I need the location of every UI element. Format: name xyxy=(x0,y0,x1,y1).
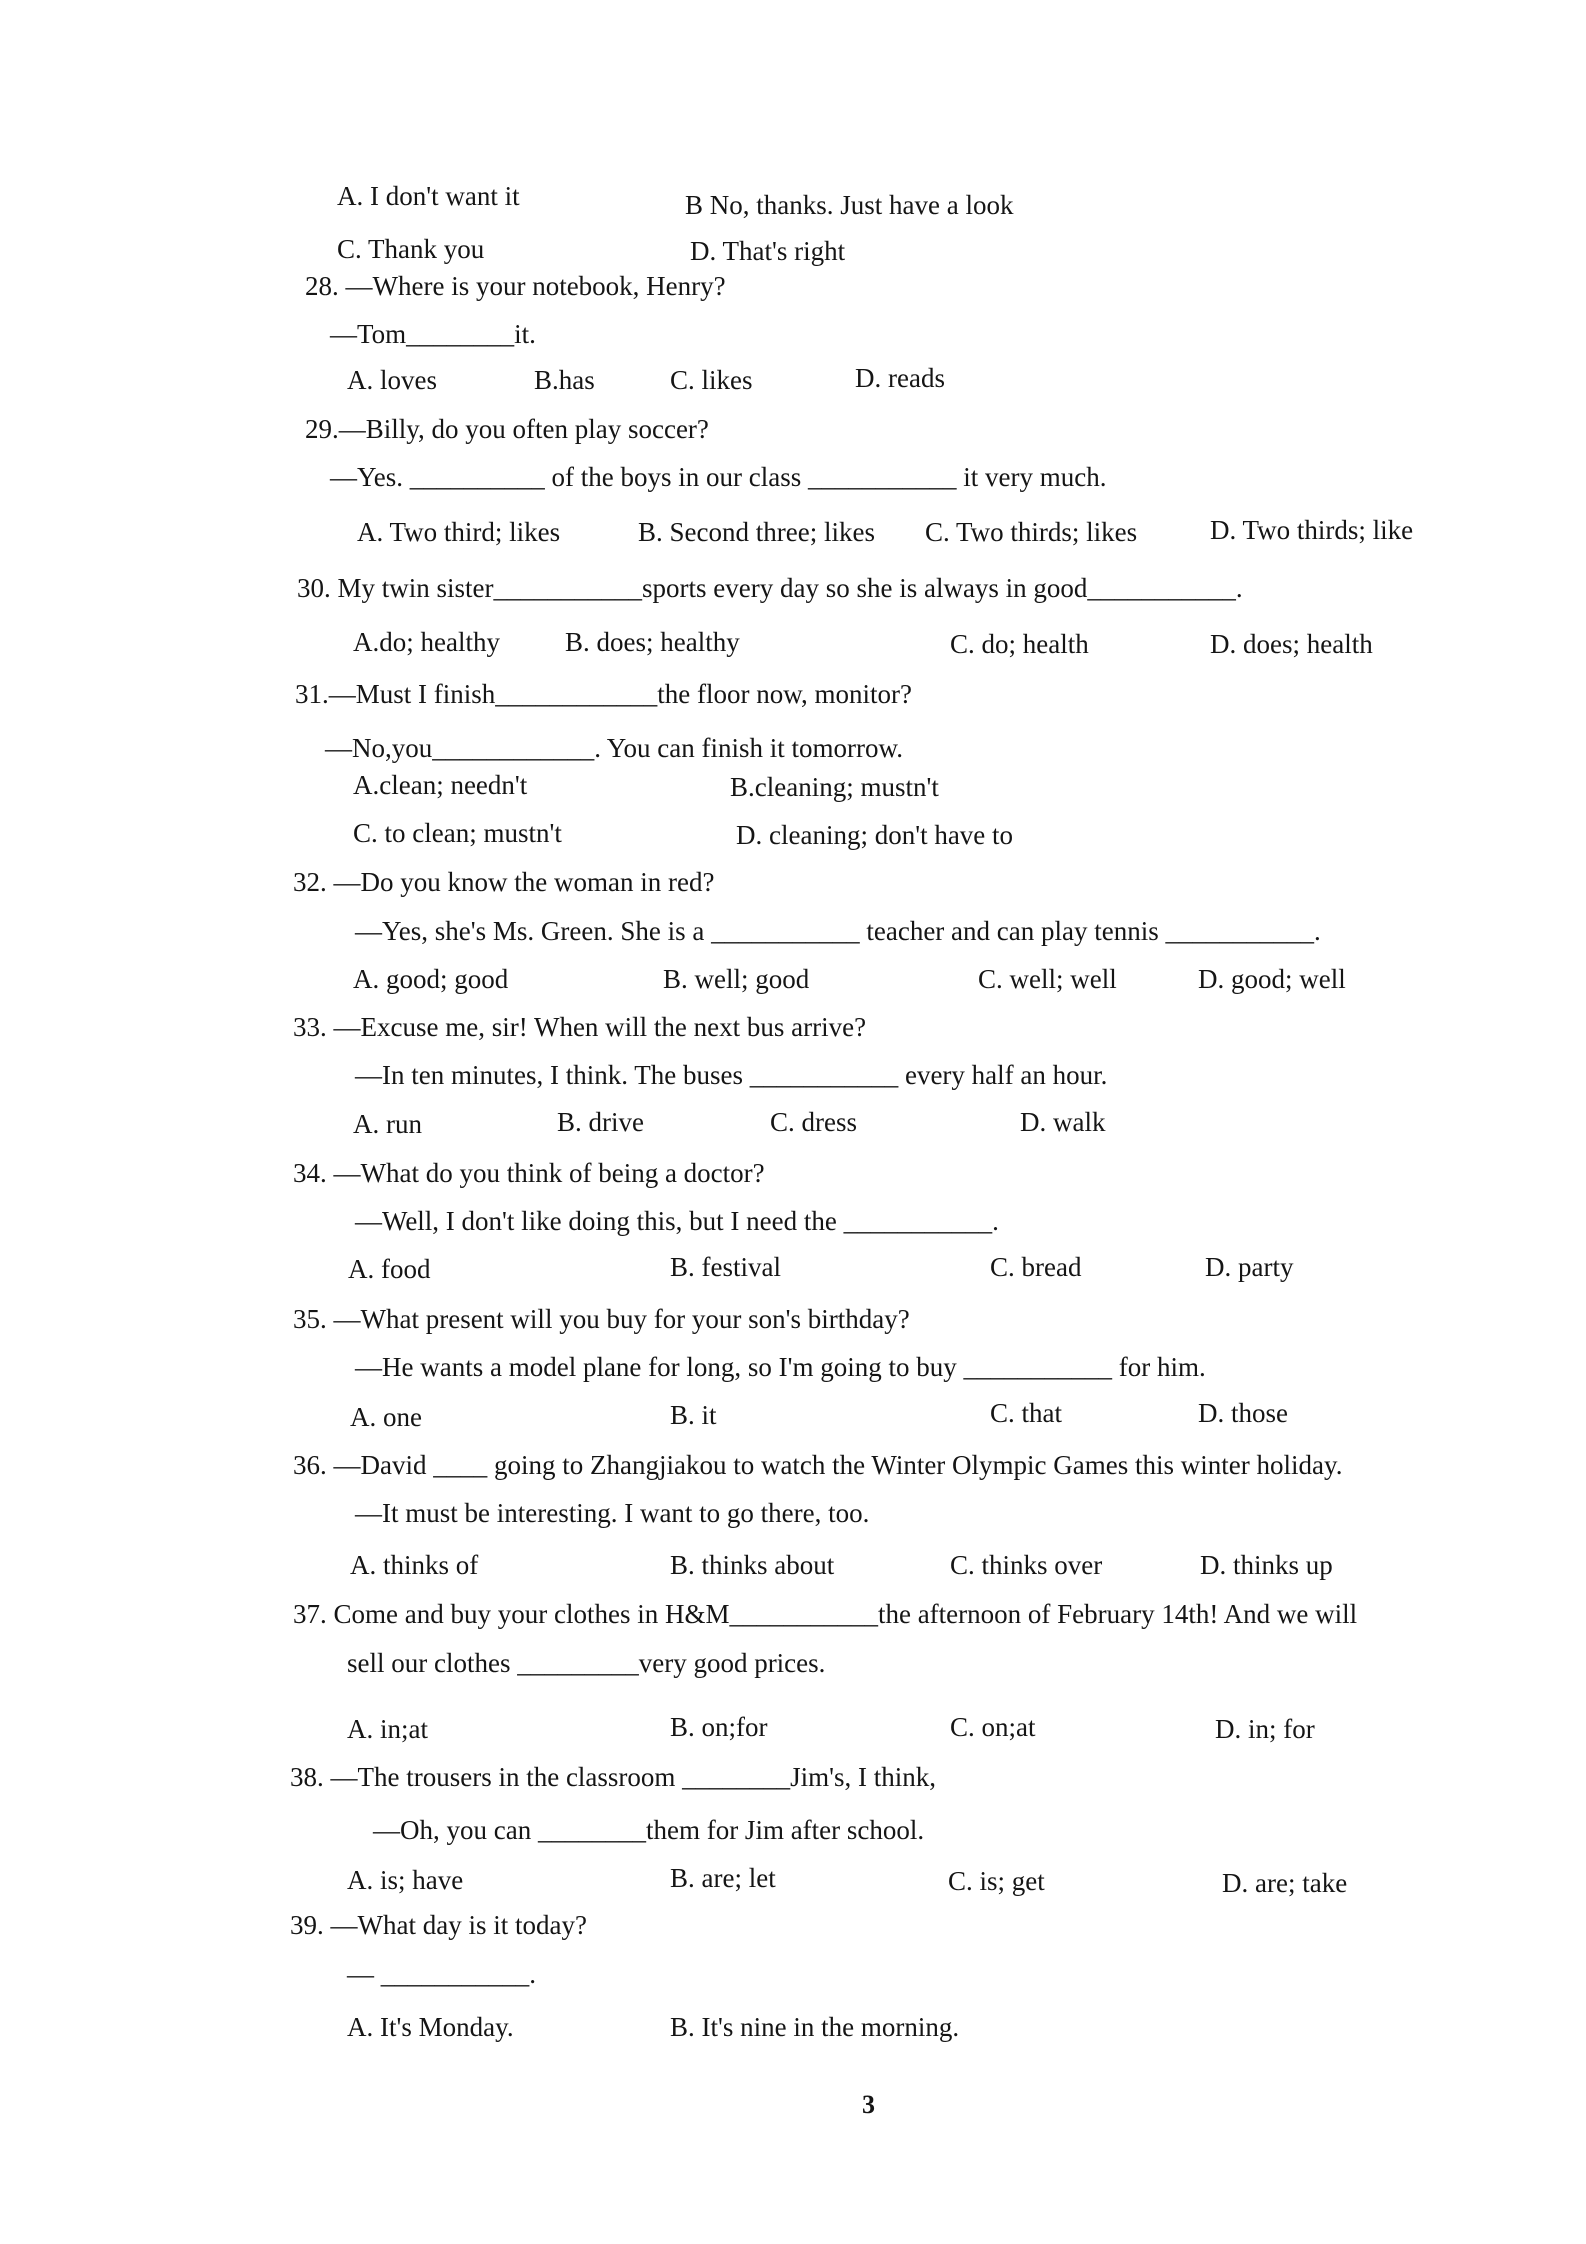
text-line: B. thinks about xyxy=(670,1550,835,1580)
text-line: D. thinks up xyxy=(1200,1550,1333,1580)
text-line: —Yes, she's Ms. Green. She is a ___________ teacher and can play tennis ___________. xyxy=(355,916,1321,946)
text-line: B No, thanks. Just have a look xyxy=(685,190,1014,220)
text-line: A. thinks of xyxy=(350,1550,479,1580)
text-line: B. does; healthy xyxy=(565,627,740,657)
text-line: D. Two thirds; like xyxy=(1210,515,1414,545)
text-line: C. bread xyxy=(990,1252,1082,1282)
page-number: 3 xyxy=(862,2090,875,2119)
text-line: C. is; get xyxy=(948,1866,1045,1896)
text-line: A. I don't want it xyxy=(337,181,520,211)
text-line: 31.—Must I finish____________the floor now, monitor? xyxy=(295,679,912,709)
text-line: D. does; health xyxy=(1210,629,1373,659)
text-line: D. in; for xyxy=(1215,1714,1315,1744)
text-line: —No,you____________. You can finish it tomorrow. xyxy=(325,733,903,763)
text-line: 28. —Where is your notebook, Henry? xyxy=(305,271,726,301)
text-line: A. loves xyxy=(347,365,437,395)
text-line: 32. —Do you know the woman in red? xyxy=(293,867,715,897)
text-line: C. to clean; mustn't xyxy=(353,818,562,848)
text-line: 36. —David ____ going to Zhangjiakou to watch the Winter Olympic Games this winter holiday. xyxy=(293,1450,1343,1480)
text-line: C. well; well xyxy=(978,964,1117,994)
text-line: B. are; let xyxy=(670,1863,776,1893)
text-line: 34. —What do you think of being a doctor? xyxy=(293,1158,765,1188)
text-line: D. walk xyxy=(1020,1107,1106,1137)
text-line: B.has xyxy=(534,365,595,395)
text-line: 33. —Excuse me, sir! When will the next bus arrive? xyxy=(293,1012,867,1042)
text-line: —In ten minutes, I think. The buses ___________ every half an hour. xyxy=(355,1060,1108,1090)
text-line: B. drive xyxy=(557,1107,644,1137)
text-line: —It must be interesting. I want to go there, too. xyxy=(355,1498,870,1528)
text-line: A. Two third; likes xyxy=(357,517,561,547)
text-line: 35. —What present will you buy for your son's birthday? xyxy=(293,1304,910,1334)
text-line: —Tom________it. xyxy=(330,319,536,349)
text-line: B. It's nine in the morning. xyxy=(670,2012,960,2042)
text-line: A. run xyxy=(353,1109,422,1139)
text-line: —Yes. __________ of the boys in our class ___________ it very much. xyxy=(330,462,1107,492)
text-line: D. good; well xyxy=(1198,964,1346,994)
text-line: A.clean; needn't xyxy=(353,770,528,800)
text-line: D. That's right xyxy=(690,236,846,266)
text-line: A. is; have xyxy=(347,1865,464,1895)
text-line: B.cleaning; mustn't xyxy=(730,772,939,802)
text-line: —Oh, you can ________them for Jim after school. xyxy=(373,1815,925,1845)
text-line: C. on;at xyxy=(950,1712,1036,1742)
text-line: D. are; take xyxy=(1222,1868,1348,1898)
text-line: A. food xyxy=(348,1254,431,1284)
text-line: C. Thank you xyxy=(337,234,485,264)
text-line: C. that xyxy=(990,1398,1062,1428)
text-line: 37. Come and buy your clothes in H&M___________the afternoon of February 14th! And we will xyxy=(293,1599,1358,1629)
text-line: C. dress xyxy=(770,1107,857,1137)
text-line: A. in;at xyxy=(347,1714,428,1744)
text-line: D. reads xyxy=(855,363,945,393)
text-line: D. those xyxy=(1198,1398,1288,1428)
text-line: A. It's Monday. xyxy=(347,2012,514,2042)
text-line: A. good; good xyxy=(353,964,509,994)
text-line: —Well, I don't like doing this, but I need the ___________. xyxy=(355,1206,999,1236)
text-line: C. Two thirds; likes xyxy=(925,517,1138,547)
text-line: C. thinks over xyxy=(950,1550,1103,1580)
text-line: sell our clothes _________very good prices. xyxy=(347,1648,826,1678)
text-line: —He wants a model plane for long, so I'm going to buy ___________ for him. xyxy=(355,1352,1206,1382)
text-line: 30. My twin sister___________sports every day so she is always in good___________. xyxy=(297,573,1243,603)
text-line: D. cleaning; don't have to xyxy=(736,820,1014,850)
text-line: C. likes xyxy=(670,365,753,395)
text-line: A.do; healthy xyxy=(353,627,500,657)
text-line: — ___________. xyxy=(347,1959,536,1989)
text-line: D. party xyxy=(1205,1252,1294,1282)
text-line: 39. —What day is it today? xyxy=(290,1910,587,1940)
text-line: B. well; good xyxy=(663,964,810,994)
text-line: B. Second three; likes xyxy=(638,517,875,547)
text-line: A. one xyxy=(350,1402,422,1432)
text-line: B. festival xyxy=(670,1252,781,1282)
text-line: B. it xyxy=(670,1400,717,1430)
text-line: 29.—Billy, do you often play soccer? xyxy=(305,414,709,444)
text-line: C. do; health xyxy=(950,629,1089,659)
text-line: B. on;for xyxy=(670,1712,768,1742)
text-line: 38. —The trousers in the classroom ________Jim's, I think, xyxy=(290,1762,937,1792)
